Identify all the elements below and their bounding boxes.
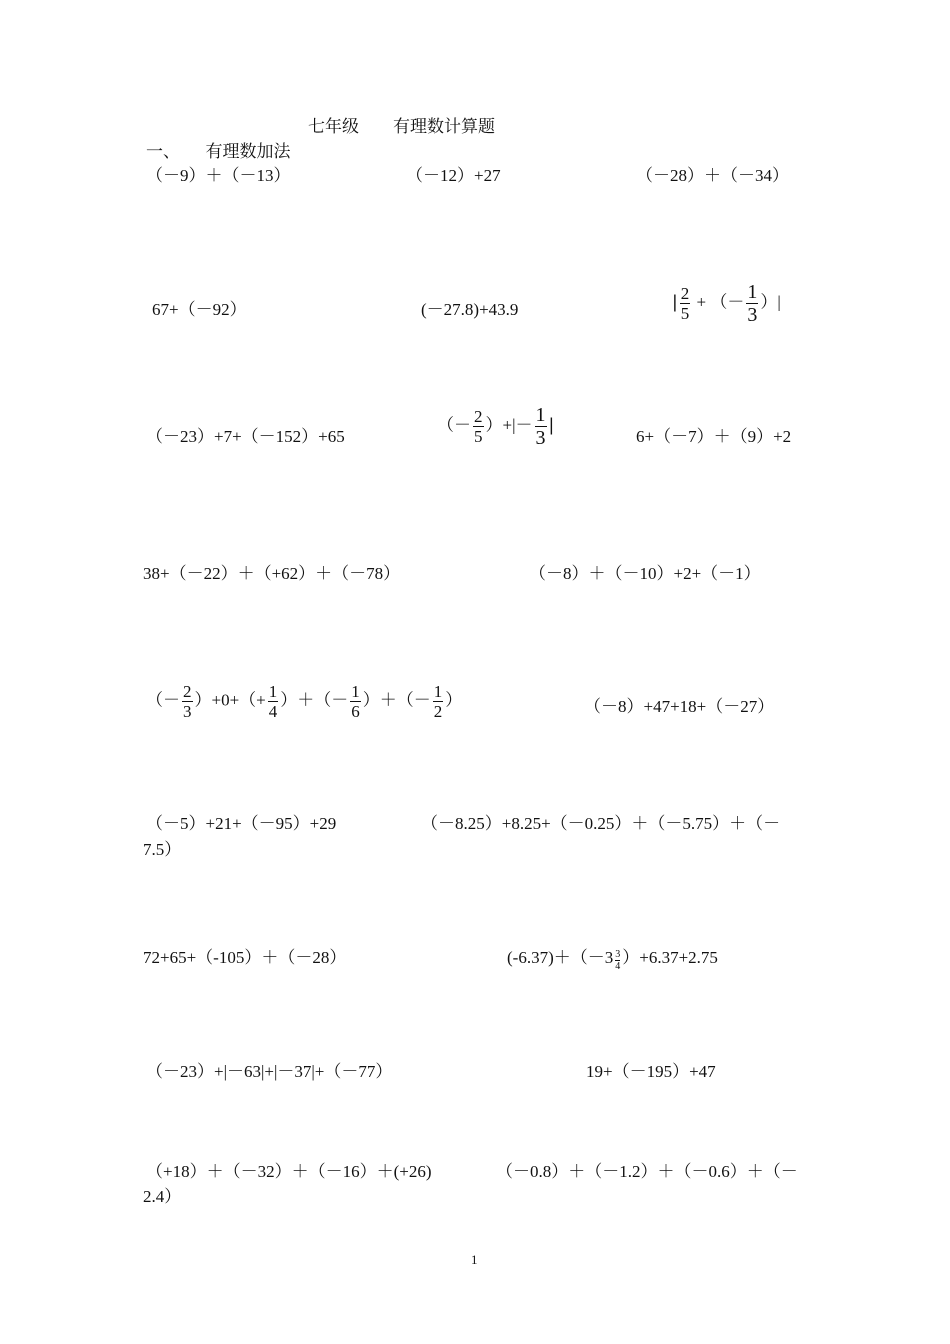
problem-18: （－23）+|－63|+|－37|+（－77）: [146, 1062, 393, 1081]
fraction: [615, 950, 620, 972]
numerator: 2: [183, 682, 192, 701]
denominator: 5: [474, 427, 483, 446]
problem-17: [507, 948, 718, 972]
section-heading: 一、 有理数加法: [146, 142, 291, 161]
problem-17-pre: (-6.37)＋（－3: [507, 948, 614, 967]
fraction: [433, 683, 444, 720]
fraction: [746, 282, 758, 325]
denominator: 3: [183, 702, 192, 721]
problem-8: [437, 405, 554, 448]
problem-7: （－23）+7+（－152）+65: [146, 427, 345, 446]
problem-14: （－5）+21+（－95）+29: [146, 814, 337, 833]
problem-12-s1: （－: [146, 690, 180, 710]
problem-6: [672, 282, 781, 325]
numerator: 3: [615, 949, 621, 960]
page-title: 七年级 有理数计算题: [308, 117, 495, 136]
problem-6-post: ）|: [760, 292, 781, 312]
fraction: [680, 285, 691, 322]
fraction: [268, 683, 279, 720]
fraction: [473, 408, 484, 445]
page-number: 1: [471, 1252, 478, 1267]
numerator: 1: [351, 682, 360, 701]
problem-6-mid: + （－: [692, 292, 745, 312]
problem-16: 72+65+（-105）＋（－28）: [143, 948, 347, 967]
problem-8-pre: （－: [437, 415, 471, 435]
numerator: 1: [268, 682, 278, 701]
denominator: 3: [747, 304, 758, 326]
problem-12-s4: ）＋（－: [362, 690, 431, 710]
problem-12-s2: ）+0+（+: [194, 690, 266, 710]
abs-bar-close: |: [548, 415, 555, 436]
problem-12-s3: ）＋（－: [280, 690, 349, 710]
problem-21-line1: （－0.8）＋（－1.2）＋（－0.6）＋（－: [496, 1162, 798, 1181]
problem-11: （－8）＋（－10）+2+（－1）: [529, 564, 761, 583]
problem-12-s5: ）: [445, 690, 463, 710]
problem-5: (－27.8)+43.9: [421, 300, 519, 319]
problem-8-mid: ）+|－: [485, 415, 533, 435]
numerator: 2: [474, 407, 483, 426]
denominator: 5: [680, 304, 690, 323]
numerator: 1: [433, 682, 443, 701]
problem-15-line1: （－8.25）+8.25+（－0.25）＋（－5.75）＋（－: [421, 814, 781, 833]
numerator: 2: [680, 284, 690, 303]
abs-bar-open: |: [672, 292, 678, 313]
problem-13: （－8）+47+18+（－27）: [584, 697, 775, 716]
problem-3: （－28）＋（－34）: [636, 166, 789, 185]
problem-20: （+18）＋（－32）＋（－16）＋(+26): [146, 1162, 432, 1181]
fraction: [535, 405, 547, 448]
problem-10: 38+（－22）＋（+62）＋（－78）: [143, 564, 401, 583]
denominator: 3: [535, 427, 546, 449]
denominator: 4: [615, 961, 621, 972]
fraction: [182, 683, 193, 720]
problem-2: （－12）+27: [406, 166, 501, 185]
problem-1: （－9）＋（－13）: [146, 166, 291, 185]
problem-15-line2: 7.5）: [143, 840, 182, 859]
numerator: 1: [747, 281, 758, 303]
numerator: 1: [535, 404, 546, 426]
problem-12: [146, 683, 462, 720]
problem-4: 67+（－92）: [152, 300, 247, 319]
problem-21-line2: 2.4）: [143, 1187, 182, 1206]
problem-19: 19+（－195）+47: [586, 1062, 716, 1081]
denominator: 6: [351, 702, 360, 721]
problem-17-post: ）+6.37+2.75: [622, 948, 718, 967]
problem-9: 6+（－7）＋（9）+2: [636, 427, 792, 446]
denominator: 2: [433, 702, 443, 721]
denominator: 4: [268, 702, 278, 721]
fraction: [350, 683, 361, 720]
